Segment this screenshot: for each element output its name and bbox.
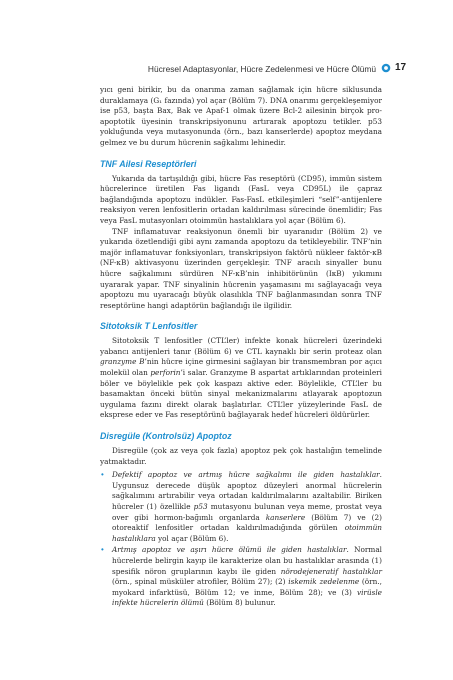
italic-term: nörodejeneratif hastalıklar (280, 566, 382, 576)
intro-paragraph: yıcı geni birikir, bu da onarıma zaman sağlamak için hücre siklusunda duraklamaya (G₁ fazında) yol açar (Bölüm 7). DNA onarımı gerçekleşemiyor ise p53, başta Bax, Bak ve Apaf-1 olmak üzere Bcl-2 ailesinin birçok pro-apoptotik üyesinin transkripsiyonunu artırarak apoptozu tetikler. p53 yokluğunda veya mutasyonunda (örn., bazı kanserlerde) apoptoz meydana gelmez ve bu durum hücrenin sağkalımı lehinedir. (100, 85, 382, 147)
bullet-text: (örn., myokard infarktüsü, Bölüm 12; ve inme, Bölüm 28); ve (3) (112, 577, 382, 597)
granzyme-term: granzyme B (100, 357, 145, 367)
bullet-text: . Uygunsuz derecede düşük apoptoz düzeyleri anormal hücrelerin sağkalımını artırabilir veya ortadan kaldırılmalarını azaltabilir. Biriken hücreler (1) özellikle (112, 470, 382, 511)
ctl-text-c: ’i salar. Granzyme B aspartat artıklarından proteinleri böler ve böylelikle pek çok kaspazı aktive eder. Böylelikle, CTL’ler bu basamaktan önceki bütün sinyal mekanizmalarını atlayarak apoptozun uygulama fazını direkt olarak başlatırlar. CTL’ler yüzeylerinde FasL de eksprese eder ve Fas reseptörünü bağlayarak hedef hücreleri öldürürler. (100, 368, 382, 420)
section-heading-dysregulated: Disregüle (Kontrolsüz) Apoptoz (100, 431, 232, 442)
tnf-paragraph-2: TNF inflamatuvar reaksiyonun önemli bir uyaranıdır (Bölüm 2) ve yukarıda özetlendiği gibi aynı zamanda apoptozu da tetikleyebilir. TNF’nin majör inflamatuvar fonksiyonları, transkripsiyon faktörü nükleer faktör-κB (NF-κB) aktivasyonu üzerinden gerçekleşir. TNF aracılı sinyaller bunu hücre sağkalımını sürdüren NF-κB’nin inhibitörünün (IκB) yıkımını uyararak yapar. TNF sinyalinin hücrenin yaşamasını mı sağlayacağı veya apoptozu mu uyaracağı büyük olasılıkla TNF bağlanmasından sonra TNF reseptörüne hangi adaptörün bağlandığı ile ilgilidir. (100, 226, 382, 310)
main-text-column (100, 85, 382, 610)
bullet-text: (örn., spinal müsküler atrofiler, Bölüm 27); (2) (112, 577, 289, 587)
perforin-term: perforin (150, 368, 181, 378)
disease-list (100, 470, 382, 609)
ctl-paragraph (100, 336, 382, 421)
bullet-text: . Normal hücrelerde belirgin kayıp ile karakterize olan bu hastalıklar arasında (1) spesifik nöron gruplarının kaybı ile giden (112, 545, 383, 576)
tnf-paragraph-1: Yukarıda da tartışıldığı gibi, hücre Fas reseptörü (CD95), immün sistem hücrelerince üretilen Fas ligandı (FasL veya CD95L) ile çapraz bağlandığında apoptozu indükler. Fas-FasL etkileşimleri “self”-antijenlere reaksiyon veren lenfositlerin ortadan kaldırılması sürecinde önemlidir; Fas veya FasL mutasyonları otoimmün hastalıklara yol açar (Bölüm 6). (100, 173, 382, 225)
bullet-lead: Artmış apoptoz ve aşırı hücre ölümü ile giden hastalıklar (112, 545, 347, 555)
italic-term: iskemik zedelenme (288, 577, 360, 587)
bullet-dot-icon: • (101, 470, 104, 480)
bullet-lead: Defektif apoptoz ve artmış hücre sağkalımı ile giden hastalıklar (112, 470, 380, 480)
dysreg-intro: Disregüle (çok az veya çok fazla) apoptoz pek çok hastalığın temelinde yatmaktadır. (100, 446, 382, 466)
page-number: 17 (395, 62, 407, 73)
bullet-dot-icon: • (101, 545, 104, 555)
bullet-text: (Bölüm 8) bulunur. (203, 598, 276, 608)
section-heading-tnf: TNF Ailesi Reseptörleri (100, 158, 197, 169)
bullet-text: mutasyonu bulunan veya meme, prostat veya over gibi hormon-bağımlı organlarda (112, 502, 383, 522)
running-head-title: Hücresel Adaptasyonlar, Hücre Zedelenmesi ve Hücre Ölümü (147, 64, 376, 74)
ctl-text-a: Sitotoksik T lenfositler (CTL’ler) infekte konak hücreleri üzerindeki yabancı antijenleri tanır (Bölüm 6) ve CTL kaynaklı bir serin proteaz olan (100, 336, 382, 356)
list-item (100, 545, 382, 609)
italic-term: virüsle infekte hücrelerin ölümü (112, 587, 382, 608)
italic-term: otoimmün hastalıklara (112, 523, 382, 543)
italic-term: kanserlere (265, 512, 306, 522)
italic-term: p53 (193, 502, 208, 511)
section-heading-ctl: Sitotoksik T Lenfositler (100, 321, 198, 332)
bullet-text: yol açar (Bölüm 6). (155, 533, 229, 543)
list-item (100, 470, 382, 544)
ctl-text-b: ’nin hücre içine girmesini sağlayan bir transmembran por açıcı molekül olan (100, 357, 382, 378)
bullet-text: (Bölüm 7) ve (2) otoreaktif lenfositler ortadan kaldırılmadığında görülen (112, 512, 382, 533)
blue-circle-bullet-icon (381, 63, 391, 73)
